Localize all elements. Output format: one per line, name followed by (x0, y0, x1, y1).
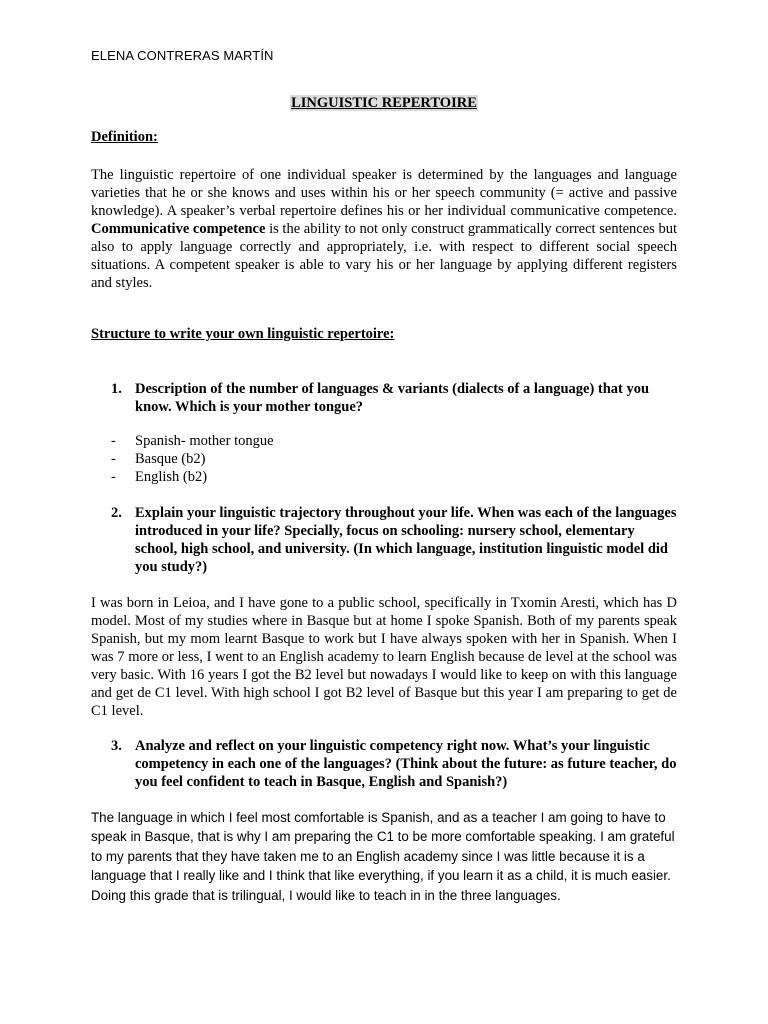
dash-bullet: - (111, 451, 116, 467)
dash-bullet: - (111, 469, 116, 485)
answer-3-paragraph: The language in which I feel most comfortable is Spanish, and as a teacher I am going to have to speak in Basque, that is why I am preparing the C1 to be more comfortable speaking. I am grateful to my parents that they have taken me to an English academy since I was little because it is a language that I really like and I think that like everything, if you learn it as a child, it is much easier. Doing this grade that is trilingual, I would like to teach in in the three languages. (91, 810, 675, 903)
list-item (111, 432, 274, 450)
answer-2-paragraph: I was born in Leioa, and I have gone to a public school, specifically in Txomin Aresti, which has D model. Most of my studies where in Basque but at home I spoke Spanish. Both of my parents speak Spanish, but my mom learnt Basque to work but I have always spoken with her in Spanish. When I was 7 more or less, I went to an English academy to learn English because de level at the school was very basic. With 16 years I got the B2 level but nowadays I would like to keep on with this language and get de C1 level. With high school I got B2 level of Basque but this year I am preparing to get de C1 level. (91, 595, 677, 719)
question-number: 3. (111, 738, 122, 754)
question-3 (111, 737, 677, 791)
question-text: Explain your linguistic trajectory throughout your life. When was each of the languages introduced in your life? Specially, focus on schooling: nursery school, elementary school, high school, and university. (In which language, institution linguistic model did you study?) (135, 505, 677, 575)
question-text: Description of the number of languages & variants (dialects of a language) that you know. Which is your mother tongue? (135, 381, 650, 415)
document-title: LINGUISTIC REPERTOIRE (291, 95, 477, 111)
list-item-text: Basque (b2) (135, 451, 206, 467)
question-1 (111, 380, 677, 416)
definition-bold-term: Communicative competence (91, 221, 266, 237)
question-number: 1. (111, 381, 122, 397)
question-text: Analyze and reflect on your linguistic competency right now. What’s your linguistic competency in each one of the languages? (Think about the future: as future teacher, do you feel confident to teach in Basque, English and Spanish?) (135, 738, 677, 790)
author-name: ELENA CONTRERAS MARTÍN (91, 48, 274, 63)
structure-heading: Structure to write your own linguistic repertoire: (91, 326, 395, 342)
definition-paragraph (91, 166, 677, 292)
definition-text-part1: The linguistic repertoire of one individual speaker is determined by the languages and language varieties that he or she knows and uses within his or her speech community (= active and passive knowledge). A speaker’s verbal repertoire defines his or her individual communicative competence. (91, 167, 677, 219)
definition-label: Definition: (91, 129, 158, 145)
question-number: 2. (111, 505, 122, 521)
list-item-text: Spanish- mother tongue (135, 433, 274, 449)
title-container (0, 94, 768, 112)
list-item (111, 468, 274, 486)
language-list (111, 432, 274, 486)
list-item-text: English (b2) (135, 469, 208, 485)
question-2 (111, 504, 677, 576)
dash-bullet: - (111, 433, 116, 449)
definition-text-part2: is the ability to not only construct grammatically correct sentences but also to apply language correctly and appropriately, i.e. with respect to different social speech situations. A competent speaker is able to vary his or her language by applying different registers and styles. (91, 221, 677, 291)
list-item (111, 450, 274, 468)
